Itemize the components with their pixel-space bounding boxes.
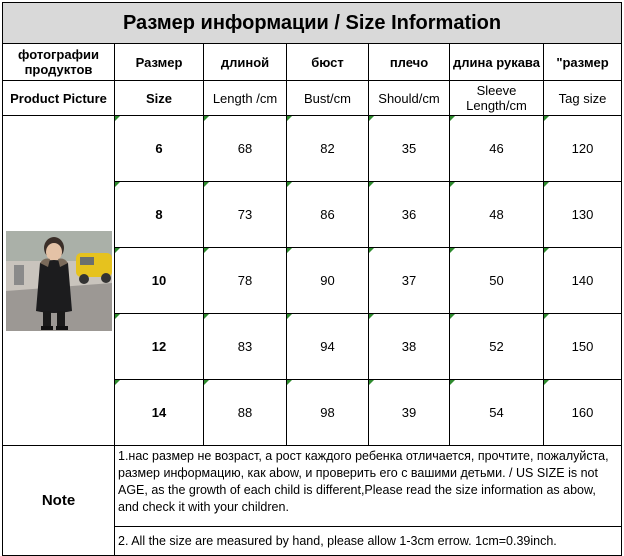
table-row <box>3 116 622 182</box>
bust-cell: 86 <box>287 182 369 248</box>
size-cell: 12 <box>115 314 204 380</box>
sleeve-cell: 52 <box>450 314 544 380</box>
size-table <box>2 2 622 556</box>
tag-size-cell: 160 <box>544 380 622 446</box>
header-ru-picture: фотографии продуктов <box>3 44 115 81</box>
size-cell: 14 <box>115 380 204 446</box>
note-text-2: 2. All the size are measured by hand, please allow 1-3cm errow. 1cm=0.39inch. <box>115 527 622 556</box>
sleeve-cell: 54 <box>450 380 544 446</box>
size-cell: 6 <box>115 116 204 182</box>
product-photo-cell <box>3 116 115 446</box>
product-photo <box>6 231 112 331</box>
length-cell: 88 <box>204 380 287 446</box>
length-cell: 68 <box>204 116 287 182</box>
header-ru-sleeve: длина рукава <box>450 44 544 81</box>
shoulder-cell: 36 <box>369 182 450 248</box>
header-ru-shoulder: плечо <box>369 44 450 81</box>
header-ru-length: длиной <box>204 44 287 81</box>
sleeve-cell: 48 <box>450 182 544 248</box>
header-en-picture: Product Picture <box>3 81 115 116</box>
tag-size-cell: 120 <box>544 116 622 182</box>
header-row-ru <box>3 44 622 81</box>
header-en-size: Size <box>115 81 204 116</box>
note-text-1: 1.нас размер не возраст, а рост каждого ребенка отличается, прочтите, пожалуйста, размер информацию, как abow, и проверить его с вашими детьми. / US SIZE is not AGE, as the growth of each child is different,Please read the size information as abow, and check it with your children. <box>115 446 622 527</box>
tag-size-cell: 130 <box>544 182 622 248</box>
header-en-length: Length /cm <box>204 81 287 116</box>
tag-size-cell: 150 <box>544 314 622 380</box>
shoulder-cell: 35 <box>369 116 450 182</box>
size-cell: 8 <box>115 182 204 248</box>
tag-size-cell: 140 <box>544 248 622 314</box>
shoulder-cell: 38 <box>369 314 450 380</box>
sleeve-cell: 50 <box>450 248 544 314</box>
header-ru-size: Размер <box>115 44 204 81</box>
size-chart <box>2 2 621 548</box>
size-cell: 10 <box>115 248 204 314</box>
header-en-tag: Tag size <box>544 81 622 116</box>
header-en-sleeve: Sleeve Length/cm <box>450 81 544 116</box>
header-ru-bust: бюст <box>287 44 369 81</box>
header-en-shoulder: Should/cm <box>369 81 450 116</box>
length-cell: 83 <box>204 314 287 380</box>
shoulder-cell: 37 <box>369 248 450 314</box>
sleeve-cell: 46 <box>450 116 544 182</box>
bust-cell: 94 <box>287 314 369 380</box>
page-title: Размер информации / Size Information <box>3 3 622 44</box>
shoulder-cell: 39 <box>369 380 450 446</box>
note-row-1 <box>3 446 622 527</box>
bust-cell: 82 <box>287 116 369 182</box>
bust-cell: 90 <box>287 248 369 314</box>
header-row-en <box>3 81 622 116</box>
note-label: Note <box>3 446 115 556</box>
bust-cell: 98 <box>287 380 369 446</box>
header-en-bust: Bust/cm <box>287 81 369 116</box>
length-cell: 73 <box>204 182 287 248</box>
length-cell: 78 <box>204 248 287 314</box>
header-ru-tag: "размер <box>544 44 622 81</box>
